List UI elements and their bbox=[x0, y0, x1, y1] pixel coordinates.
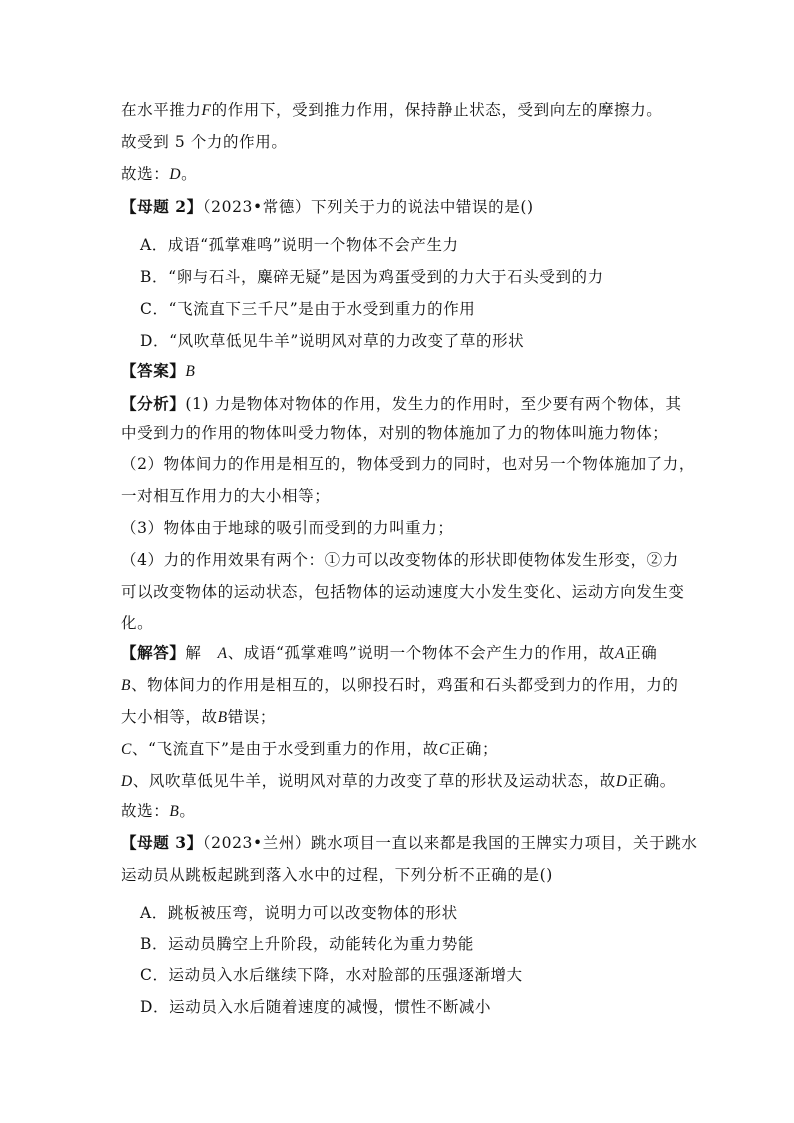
choice-letter: D bbox=[615, 773, 628, 790]
q2-solution-line-6 bbox=[121, 800, 196, 822]
choice-letter: B bbox=[121, 677, 132, 694]
choice-letter: C bbox=[438, 741, 450, 758]
q3-option-c: C．运动员入水后继续下降，水对脸部的压强逐渐增大 bbox=[140, 966, 523, 984]
answer-letter: B bbox=[185, 363, 196, 380]
text: 在水平推力 bbox=[121, 101, 202, 119]
text: 错误； bbox=[227, 708, 276, 726]
choice-letter: D bbox=[169, 166, 182, 183]
q2-analysis-line-8: 化。 bbox=[121, 614, 154, 632]
question-3-stem-line-1 bbox=[121, 832, 697, 854]
question-tag: 【母题 3】 bbox=[121, 833, 203, 852]
text: 、“飞流直下”是由于水受到重力的作用，故 bbox=[131, 740, 439, 758]
q2-analysis-line-7: 可以改变物体的运动状态，包括物体的运动速度大小发生变化、运动方向发生变 bbox=[121, 583, 685, 601]
q2-option-a: A．成语“孤掌难鸣”说明一个物体不会产生力 bbox=[140, 236, 459, 254]
text: (1) 力是物体对物体的作用，发生力的作用时，至少要有两个物体，其 bbox=[185, 395, 682, 413]
text: 正确。 bbox=[627, 772, 676, 790]
choice-letter: A bbox=[615, 645, 626, 662]
text: 、物体间力的作用是相互的，以卵投石时，鸡蛋和石头都受到力的作用，力的 bbox=[131, 676, 679, 694]
question-2-stem bbox=[121, 196, 534, 218]
intro-line-2: 故受到 5 个力的作用。 bbox=[121, 133, 288, 151]
q2-solution-line-1 bbox=[121, 642, 657, 664]
text: 正确 bbox=[625, 644, 658, 662]
solution-tag: 【解答】 bbox=[121, 643, 186, 662]
analysis-tag: 【分析】 bbox=[121, 394, 186, 413]
q3-option-a: A．跳板被压弯，说明力可以改变物体的形状 bbox=[140, 904, 458, 922]
text: 故选： bbox=[121, 802, 170, 820]
question-3-stem-line-2: 运动员从跳板起跳到落入水中的过程，下列分析不正确的是() bbox=[121, 866, 553, 884]
q2-analysis-line-1 bbox=[121, 393, 682, 415]
text: 解 bbox=[185, 644, 218, 662]
choice-letter: D bbox=[121, 773, 133, 790]
q2-option-c: C．“飞流直下三千尺”是由于水受到重力的作用 bbox=[140, 300, 476, 318]
text: 、风吹草低见牛羊，说明风对草的力改变了草的形状及运动状态，故 bbox=[132, 772, 616, 790]
text: 正确； bbox=[449, 740, 499, 758]
text: 故选： bbox=[121, 165, 170, 183]
choice-letter: C bbox=[121, 741, 132, 758]
question-text: （2023•常德）下列关于力的说法中错误的是() bbox=[202, 198, 534, 216]
answer-tag: 【答案】 bbox=[121, 361, 186, 380]
q2-analysis-line-6: （4）力的作用效果有两个：①力可以改变物体的形状即使物体发生形变，②力 bbox=[121, 551, 679, 569]
q2-analysis-line-5: （3）物体由于地球的吸引而受到的力叫重力； bbox=[121, 519, 454, 537]
q3-option-b: B．运动员腾空上升阶段，动能转化为重力势能 bbox=[140, 935, 474, 953]
text: 的作用下，受到推力作用，保持静止状态，受到向左的摩擦力。 bbox=[211, 101, 663, 119]
q2-solution-line-4 bbox=[121, 738, 498, 760]
force-symbol: F bbox=[201, 102, 212, 119]
q2-solution-line-2 bbox=[121, 674, 678, 696]
choice-letter: A bbox=[217, 645, 228, 662]
text: 。 bbox=[179, 802, 196, 820]
text: 、成语“孤掌难鸣”说明一个物体不会产生力的作用，故 bbox=[227, 644, 616, 662]
q2-solution-line-5 bbox=[121, 770, 676, 792]
intro-line-3 bbox=[121, 163, 197, 185]
q2-option-d: D．“风吹草低见牛羊”说明风对草的力改变了草的形状 bbox=[140, 332, 525, 350]
text: 大小相等，故 bbox=[121, 708, 218, 726]
q2-answer bbox=[121, 360, 195, 382]
choice-letter: B bbox=[217, 709, 228, 726]
q2-option-b: B．“卵与石斗，麋碎无疑”是因为鸡蛋受到的力大于石头受到的力 bbox=[140, 268, 604, 286]
q2-analysis-line-2: 中受到力的作用的物体叫受力物体，对别的物体施加了力的物体叫施力物体； bbox=[121, 424, 669, 442]
q2-analysis-line-4: 一对相互作用力的大小相等； bbox=[121, 487, 331, 505]
text: 。 bbox=[181, 165, 198, 183]
question-text: （2023•兰州）跳水项目一直以来都是我国的王牌实力项目，关于跳水 bbox=[202, 834, 698, 852]
choice-letter: B bbox=[169, 803, 180, 820]
q2-analysis-line-3: （2）物体间力的作用是相互的，物体受到力的同时，也对另一个物体施加了力， bbox=[121, 455, 695, 473]
q2-solution-line-3 bbox=[121, 706, 276, 728]
q3-option-d: D．运动员入水后随着速度的减慢，惯性不断减小 bbox=[140, 998, 492, 1016]
intro-line-1 bbox=[121, 99, 662, 121]
question-tag: 【母题 2】 bbox=[121, 197, 203, 216]
